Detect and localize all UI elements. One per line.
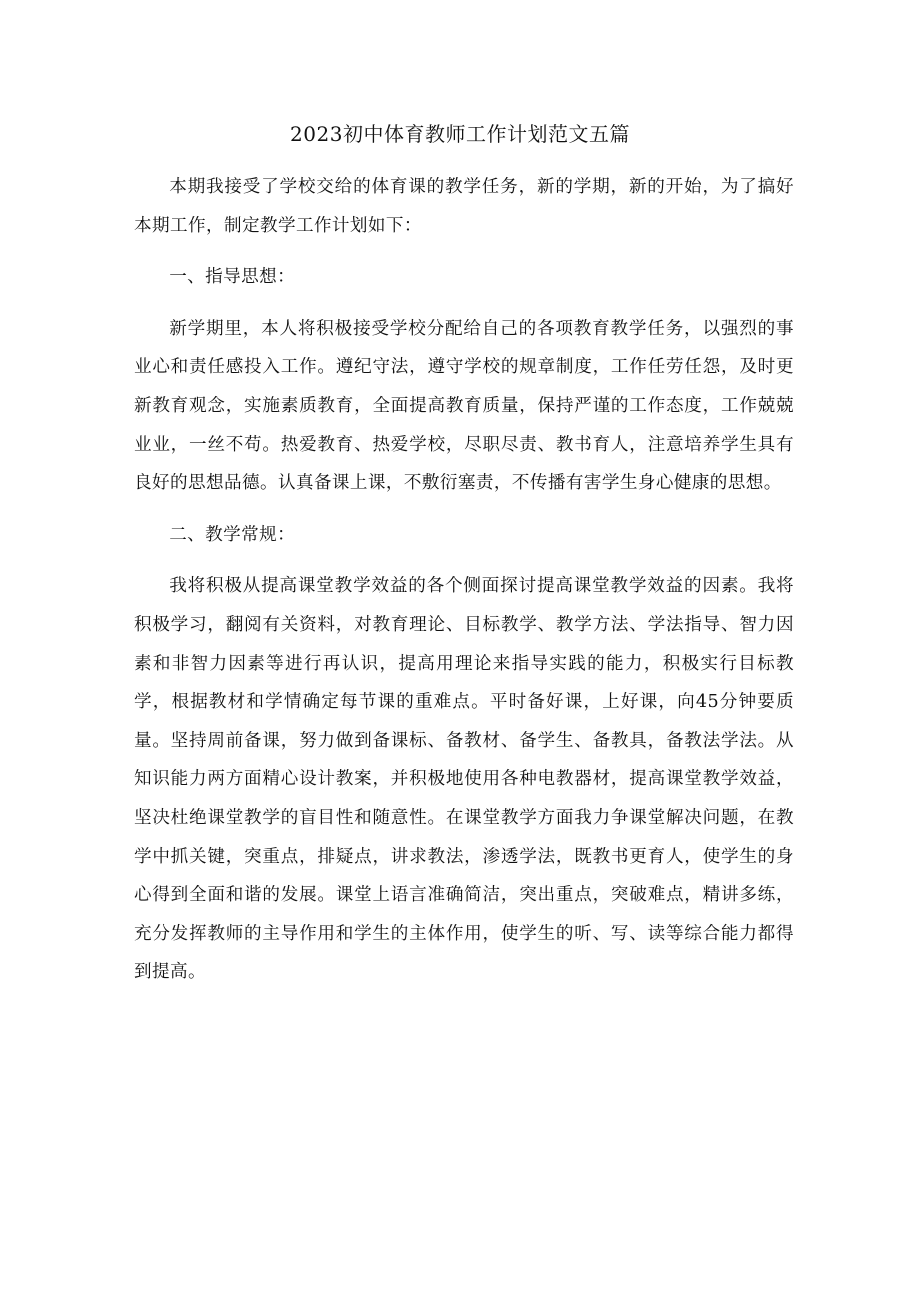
section-heading-teaching-routine: 二、教学常规： xyxy=(169,524,296,545)
document-body xyxy=(134,168,794,1005)
teaching-routine-paragraph: 我将积极从提高课堂教学效益的各个侧面探讨提高课堂教学效益的因素。我将积极学习，翻阅有关资料，对教育理论、目标教学、教学方法、学法指导、智力因素和非智力因素等进行再认识，提高用理论来指导实践的能力，积极实行目标教学，根据教材和学情确定每节课的重难点。平时备好课，上好课，向45分钟要质量。坚持周前备课，努力做到备课标、备教材、备学生、备教具，备教法学法。从知识能力两方面精心设计教案，并积极地使用各种电教器材，提高课堂教学效益，坚决杜绝课堂教学的盲目性和随意性。在课堂教学方面我力争课堂解决问题，在教学中抓关键，突重点，排疑点，讲求教法，渗透学法，既教书更育人，使学生的身心得到全面和谐的发展。课堂上语言准确简洁，突出重点，突破难点，精讲多练，充分发挥教师的主导作用和学生的主体作用，使学生的听、写、读等综合能力都得到提高。 xyxy=(134,576,794,983)
section-heading-guiding-ideology: 一、指导思想： xyxy=(169,267,296,288)
guiding-ideology-paragraph: 新学期里，本人将积极接受学校分配给自己的各项教育教学任务，以强烈的事业心和责任感投入工作。遵纪守法，遵守学校的规章制度，工作任劳任怨，及时更新教育观念，实施素质教育，全面提高教育质量，保持严谨的工作态度，工作兢兢业业，一丝不苟。热爱教育、热爱学校，尽职尽责、教书育人，注意培养学生具有良好的思想品德。认真备课上课，不敷衍塞责，不传播有害学生身心健康的思想。 xyxy=(134,318,794,494)
intro-paragraph: 本期我接受了学校交给的体育课的教学任务，新的学期，新的开始，为了搞好本期工作，制定教学工作计划如下： xyxy=(134,177,794,236)
document-title: 2023初中体育教师工作计划范文五篇 xyxy=(290,122,630,146)
